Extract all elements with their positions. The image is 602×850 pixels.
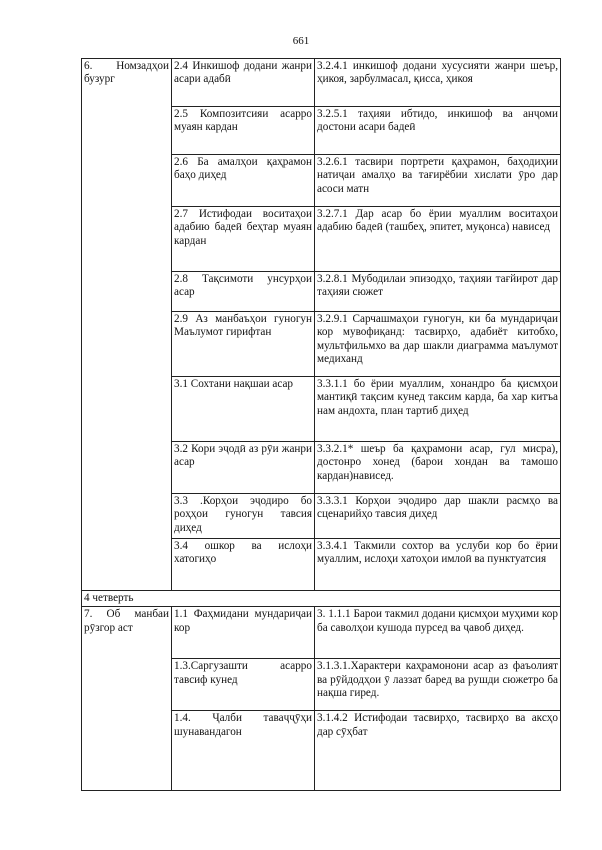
topic-cell: 2.8 Тақсимоти унсурҳои асар [172, 272, 315, 312]
table-row [82, 59, 561, 107]
quarter-label: 4 четверть [82, 591, 561, 607]
section-label: 7. Об манбаи рӯзгор аст [82, 607, 172, 791]
table-row [82, 607, 561, 659]
topic-cell: 1.3.Саргузашти асарро тавсиф кунед [172, 659, 315, 711]
topic-cell: 1.1 Фаҳмидани мундариҷаи кор [172, 607, 315, 659]
topic-cell: 3.3 .Корҳои эҷодиро бо роҳҳои гуногун тавсия диҳед [172, 494, 315, 539]
section-label: 6. Номзадҳои бузург [82, 59, 172, 591]
outcome-cell: 3.2.7.1 Дар асар бо ёрии муаллим воситаҳои адабию бадеӣ (ташбеҳ, эпитет, муқонса) нависед [315, 207, 561, 272]
topic-cell: 2.4 Инкишоф додани жанри асари адабӣ [172, 59, 315, 107]
outcome-cell: 3.1.4.2 Истифодаи тасвирҳо, тасвирҳо ва аксҳо дар сӯҳбат [315, 711, 561, 791]
outcome-cell: 3. 1.1.1 Барои такмил додани қисмҳои муҳими кор ба саволҳои кушода пурсед ва ҷавоб диҳед. [315, 607, 561, 659]
quarter-row [82, 591, 561, 607]
outcome-cell: 3.2.6.1 тасвири портрети қаҳрамон, баҳодиҳии натиҷаи амалҳо ва тағирёбии хислати ӯро дар асоси матн [315, 155, 561, 207]
topic-cell: 2.7 Истифодаи воситаҳои адабию бадеӣ беҳтар муаян кардан [172, 207, 315, 272]
page-number: 661 [292, 35, 310, 47]
outcome-cell: 3.3.3.1 Корҳои эҷодиро дар шакли расмҳо ва сценарийҳо тавсия диҳед [315, 494, 561, 539]
topic-cell: 3.1 Сохтани нақшаи асар [172, 377, 315, 442]
topic-cell: 3.4 ошкор ва ислоҳи хатогиҳо [172, 539, 315, 591]
outcome-cell: 3.2.4.1 инкишоф додани хусусияти жанри шеър, ҳикоя, зарбулмасал, қисса, ҳикоя [315, 59, 561, 107]
topic-cell: 3.2 Кори эҷодӣ аз рӯи жанри асар [172, 442, 315, 494]
outcome-cell: 3.2.8.1 Мубодилаи эпизодҳо, таҳияи тағйирот дар таҳияи сюжет [315, 272, 561, 312]
outcome-cell: 3.2.5.1 таҳияи ибтидо, инкишоф ва анҷоми достони асари бадеӣ [315, 107, 561, 155]
outcome-cell: 3.3.4.1 Такмили сохтор ва услуби кор бо ёрии муаллим, ислоҳи хатоҳои имлоӣ ва пунктуатсия [315, 539, 561, 591]
curriculum-table [81, 58, 561, 791]
outcome-cell: 3.3.1.1 бо ёрии муаллим, хонандро ба қисмҳои мантиқӣ тақсим кунед таксим карда, ба хар китъа нам андохта, план тартиб диҳед [315, 377, 561, 442]
topic-cell: 1.4. Ҷалби таваҷҷӯҳи шунавандагон [172, 711, 315, 791]
topic-cell: 2.6 Ба амалҳои қаҳрамон баҳо диҳед [172, 155, 315, 207]
outcome-cell: 3.1.3.1.Характери каҳрамонони асар аз фаъолият ва рӯйдодҳои ӯ лаззат баред ва рушди сюжетро ба нақша гиред. [315, 659, 561, 711]
outcome-cell: 3.3.2.1* шеър ба қаҳрамони асар, гул мисра), достонро хонед (барои хондан ва тамошо кардан)нависед. [315, 442, 561, 494]
outcome-cell: 3.2.9.1 Сарчашмаҳои гуногун, ки ба мундариҷаи кор мувофиқанд: тасвирҳо, адабиёт китобхо, мультфильмхо ва дар шакли диаграмма маълумот медиханд [315, 312, 561, 377]
topic-cell: 2.5 Композитсияи асарро муаян кардан [172, 107, 315, 155]
topic-cell: 2.9 Аз манбаъҳои гуногун Маълумот гирифтан [172, 312, 315, 377]
